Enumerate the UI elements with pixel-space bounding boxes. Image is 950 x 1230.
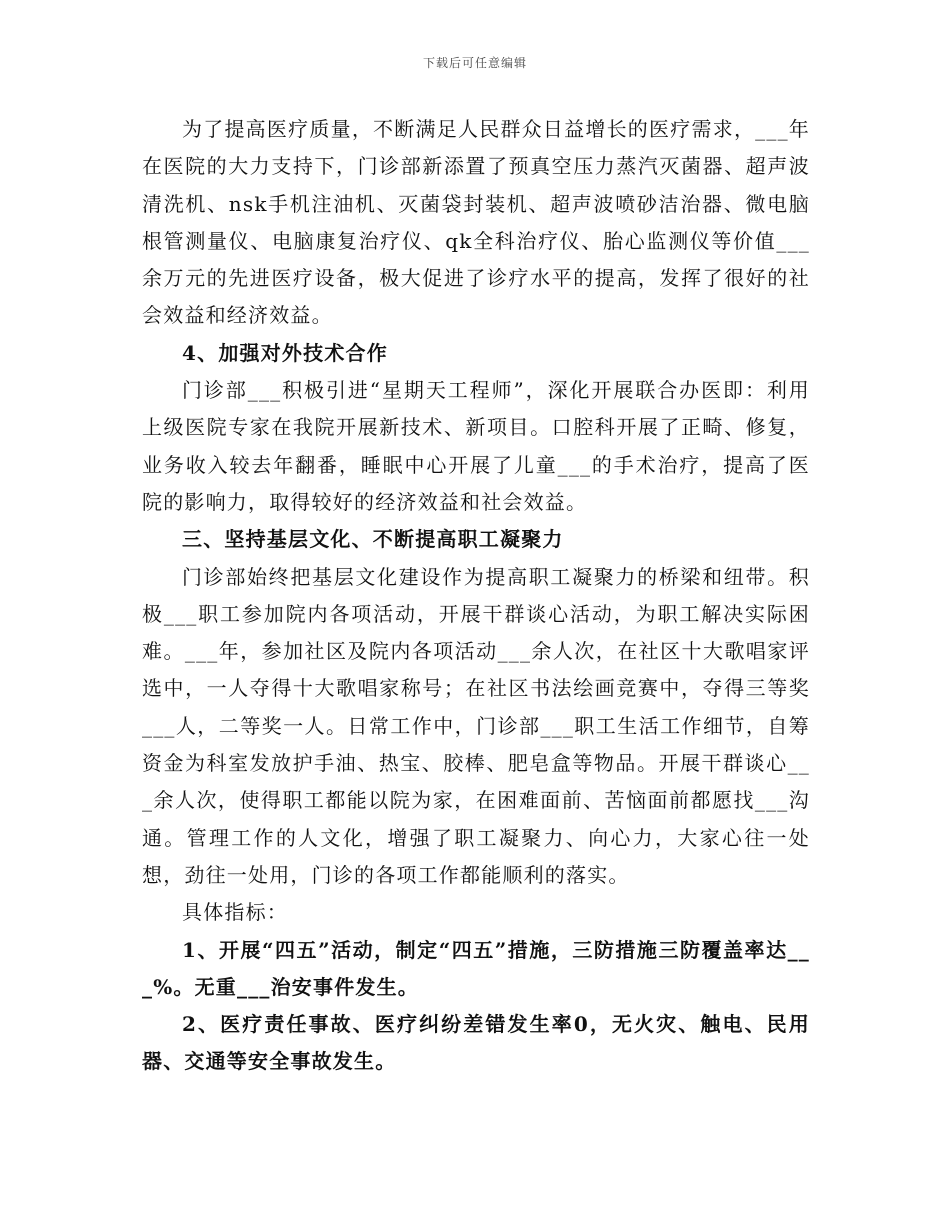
heading-grassroots-culture: 三、坚持基层文化、不断提高职工凝聚力 <box>182 527 564 552</box>
page-header: 下载后可任意编辑 <box>422 56 527 70</box>
indicator-item-2: 2、医疗责任事故、医疗纠纷差错发生率0，无火灾、触电、民用器、交通等安全事故发生。 <box>142 1012 810 1074</box>
indicator-item-1: 1、开展“四五”活动，制定“四五”措施，三防措施三防覆盖率达___%。无重___治安事件发生。 <box>142 937 810 999</box>
paragraph-culture: 门诊部始终把基层文化建设作为提高职工凝聚力的桥梁和纽带。积极___职工参加院内各项活动，开展干群谈心活动，为职工解决实际困难。___年，参加社区及院内各项活动___余人次，在社区十大歌唱家评选中，一人夺得十大歌唱家称号；在社区书法绘画竞赛中，夺得三等奖___人，二等奖一人。日常工作中，门诊部___职工生活工作细节，自筹资金为科室发放护手油、热宝、胶棒、肥皂盒等物品。开展干群谈心___余人次，使得职工都能以院为家，在困难面前、苦恼面前都愿找___沟通。管理工作的人文化，增强了职工凝聚力、向心力，大家心往一处想，劲往一处用，门诊的各项工作都能顺利的落实。 <box>142 564 810 887</box>
document-body <box>142 111 810 1081</box>
paragraph-medical-equipment: 为了提高医疗质量，不断满足人民群众日益增长的医疗需求，___年在医院的大力支持下，门诊部新添置了预真空压力蒸汽灭菌器、超声波清洗机、nsk手机注油机、灭菌袋封装机、超声波喷砂洁治器、微电脑根管测量仪、电脑康复治疗仪、qk全科治疗仪、胎心监测仪等价值___余万元的先进医疗设备，极大促进了诊疗水平的提高，发挥了很好的社会效益和经济效益。 <box>142 117 810 328</box>
paragraph-cooperation: 门诊部___积极引进“星期天工程师”，深化开展联合办医即：利用上级医院专家在我院开展新技术、新项目。口腔科开展了正畸、修复，业务收入较去年翻番，睡眠中心开展了儿童___的手术治疗，提高了医院的影响力，取得较好的经济效益和社会效益。 <box>142 378 810 514</box>
paragraph-indicators-label: 具体指标： <box>182 900 288 925</box>
heading-technical-cooperation: 4、加强对外技术合作 <box>182 340 388 365</box>
